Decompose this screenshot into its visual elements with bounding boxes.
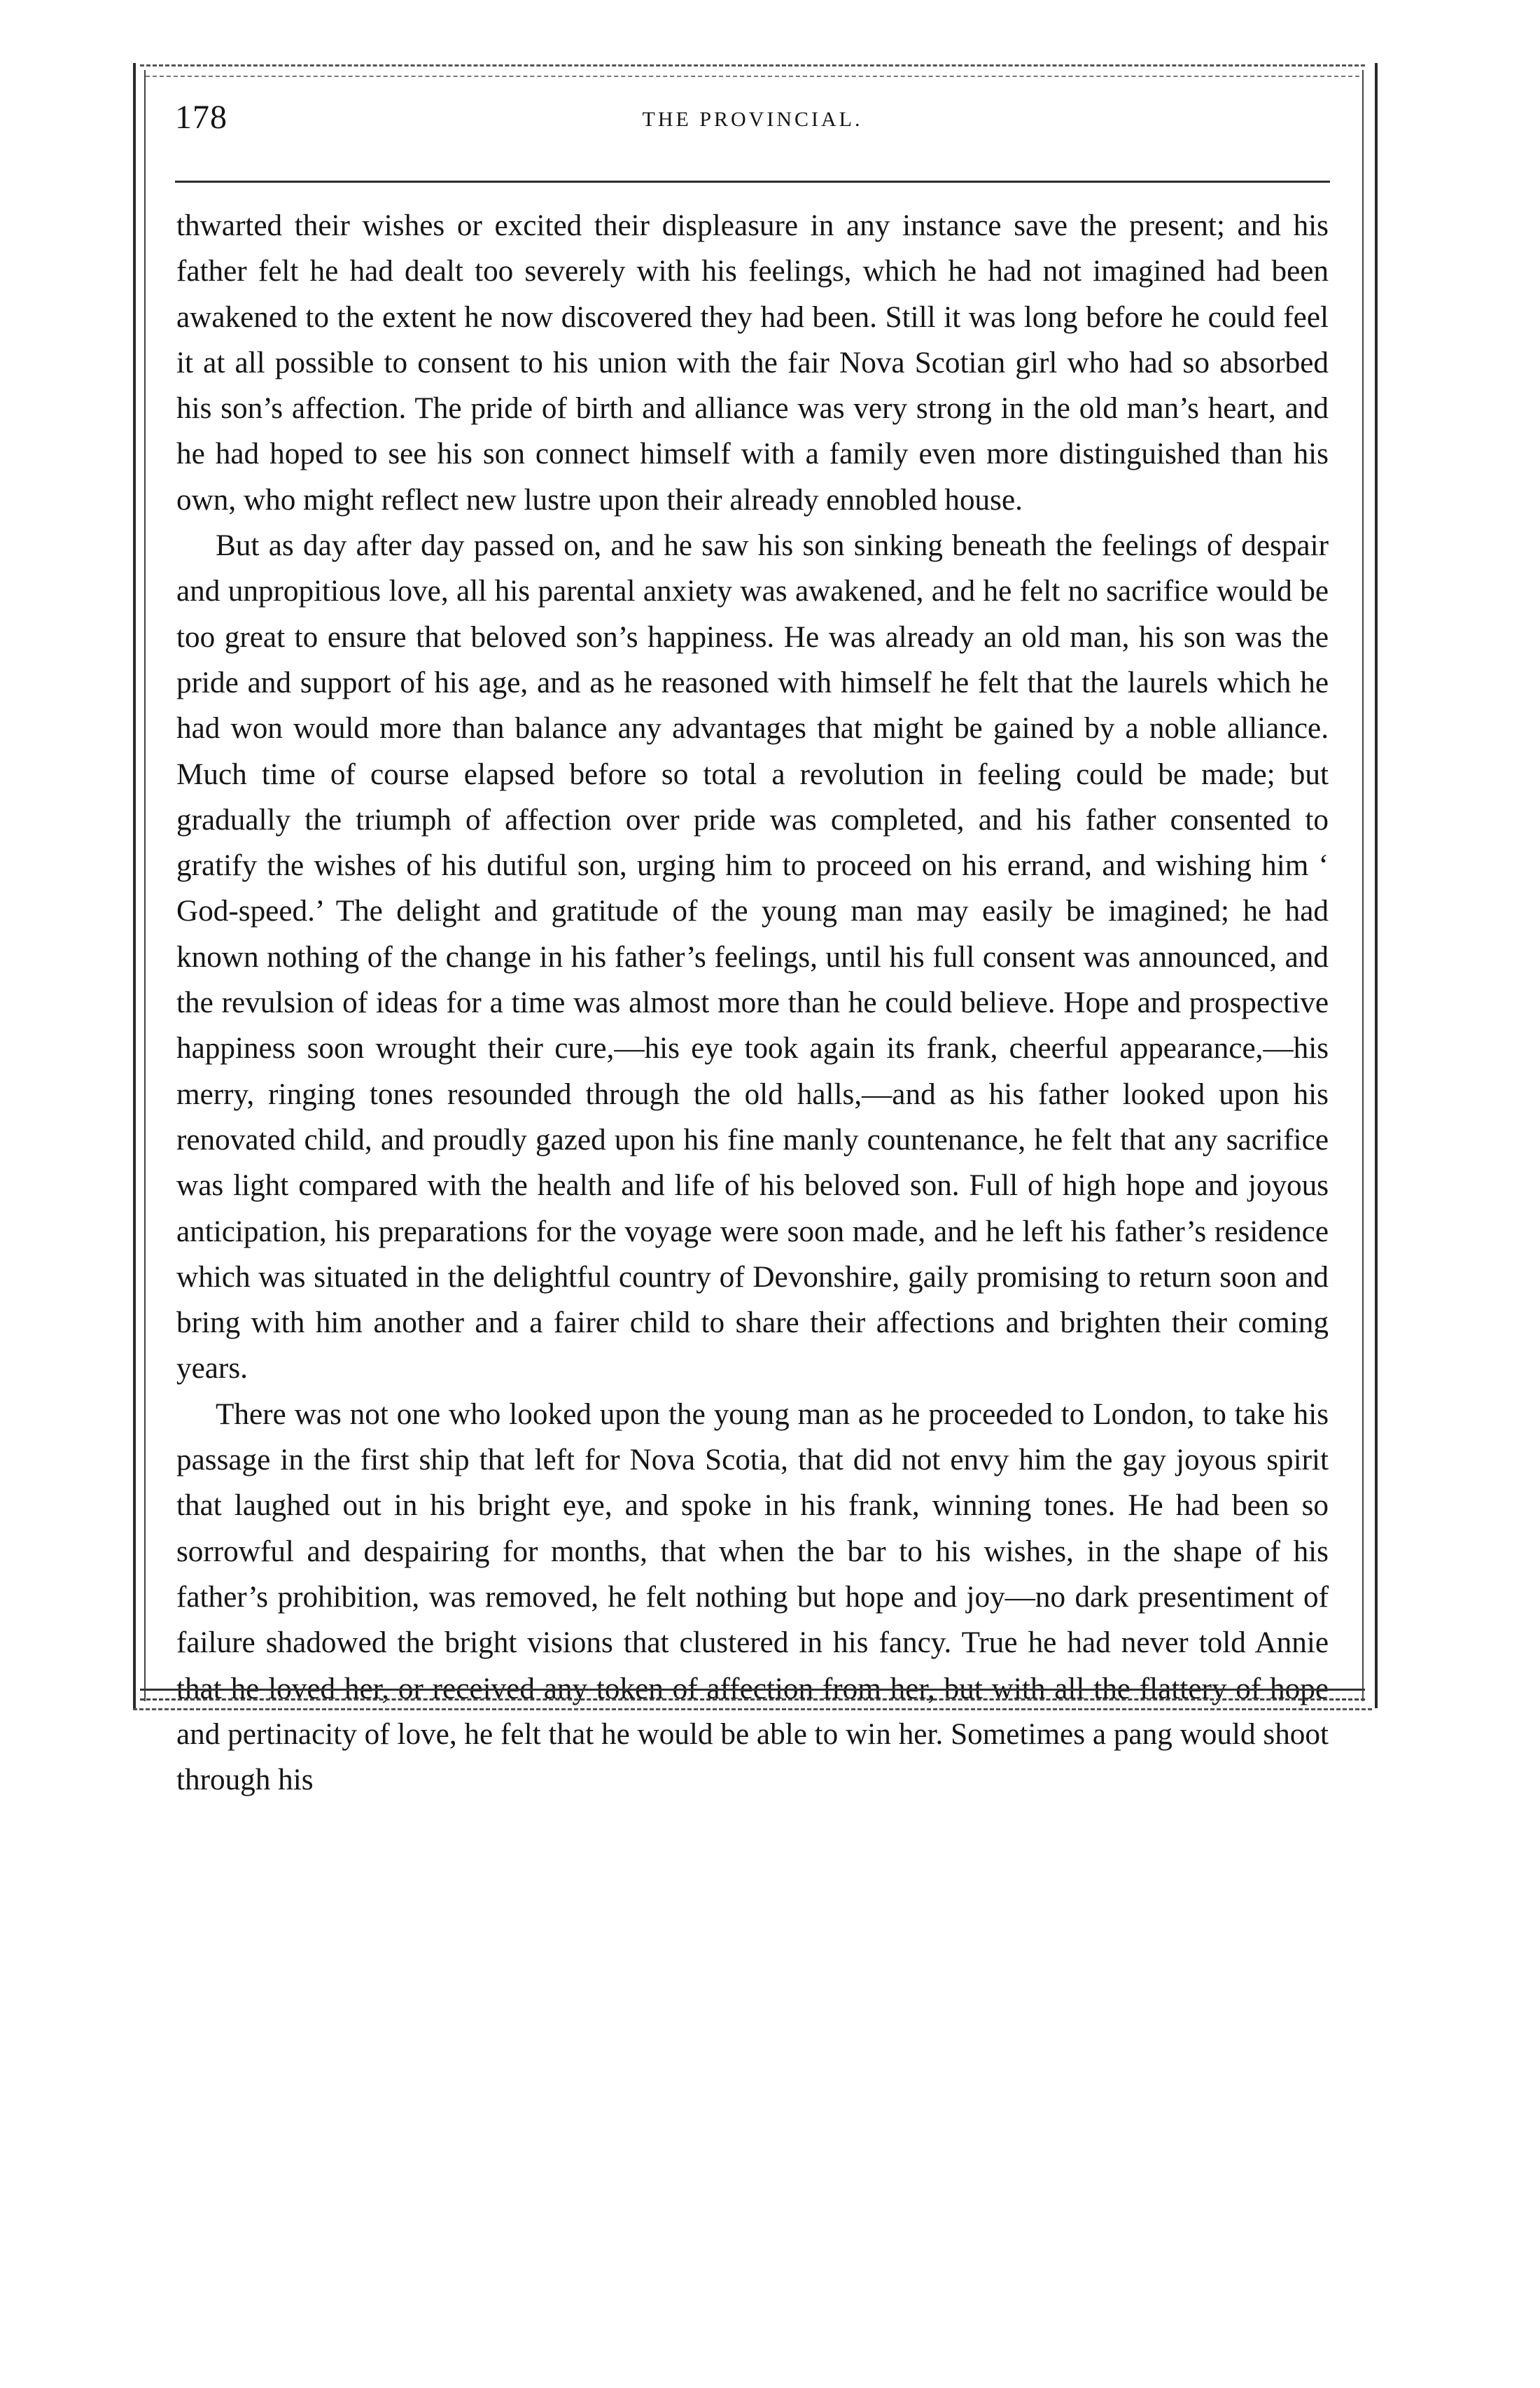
border-rule-top [140,64,1365,67]
running-head: THE PROVINCIAL. [642,108,863,131]
paragraph-2: But as day after day passed on, and he saw his son sinking beneath the feelings of despair and unpropitious love, all his parental anxiety was awakened, and he felt no sacrifice would be too great to ensure that beloved son’s happiness. He was already an old man, his son was the pride and support of his age, and as he reasoned with himself he felt that the laurels which he had won would more than balance any advantages that might be gained by a noble alliance. Much time of course elapsed before so total a revolution in feeling could be made; but gradually the triumph of affection over pride was completed, and his father consented to gratify the wishes of his dutiful son, urging him to proceed on his errand, and wishing him ‘ God-speed.’ The delight and gratitude of the young man may easily be imagined; he had known nothing of the change in his father’s feelings, until his full consent was announced, and the revulsion of ideas for a time was almost more than he could believe. Hope and prospective happiness soon wrought their cure,—his eye took again its frank, cheerful appearance,—his merry, ringing tones resounded through the old halls,—and as his father looked upon his renovated child, and proudly gazed upon his fine manly countenance, he felt that any sacrifice was light compared with the health and life of his beloved son. Full of high hope and joyous anticipation, his preparations for the voyage were soon made, and he left his father’s residence which was situated in the delightful country of Devonshire, gaily promising to return soon and bring with him another and a fairer child to share their affections and brighten their coming years. [176,529,1329,1385]
paragraph-1: thwarted their wishes or excited their displeasure in any instance save the present; and his father felt he had dealt too severely with his feelings, which he had not imagined had been awakened to the extent he now discovered they had been. Still it was long before he could feel it at all possible to consent to his union with the fair Nova Scotian girl who had so absorbed his son’s affection. The pride of birth and alliance was very strong in the old man’s heart, and he had hoped to see his son connect himself with a family even more distinguished than his own, who might reflect new lustre upon their already ennobled house. [176,209,1329,517]
page-number: 178 [175,99,227,136]
border-rule-top-inner [146,76,1359,77]
border-rule-bottom-outer [133,1708,1372,1710]
page-header [175,98,1330,154]
border-rule-bottom-inner [140,1698,1365,1701]
header-rule [175,181,1330,183]
border-rule-bottom [140,1689,1365,1691]
article-body [176,203,1329,1803]
paragraph-3: There was not one who looked upon the young man as he proceeded to London, to take his passage in the first ship that left for Nova Scotia, that did not envy him the gay joyous spirit that laughed out in his bright eye, and spoke in his frank, winning tones. He had been so sorrowful and despairing for months, that when the bar to his wishes, in the shape of his father’s prohibition, was removed, he felt nothing but hope and joy—no dark presentiment of failure shadowed the bright visions that clustered in his fancy. True he had never told Annie that he loved her, or received any token of affection from her, but with all the flattery of hope and pertinacity of love, he felt that he would be able to win her. Sometimes a pang would shoot through his [176,1397,1329,1797]
